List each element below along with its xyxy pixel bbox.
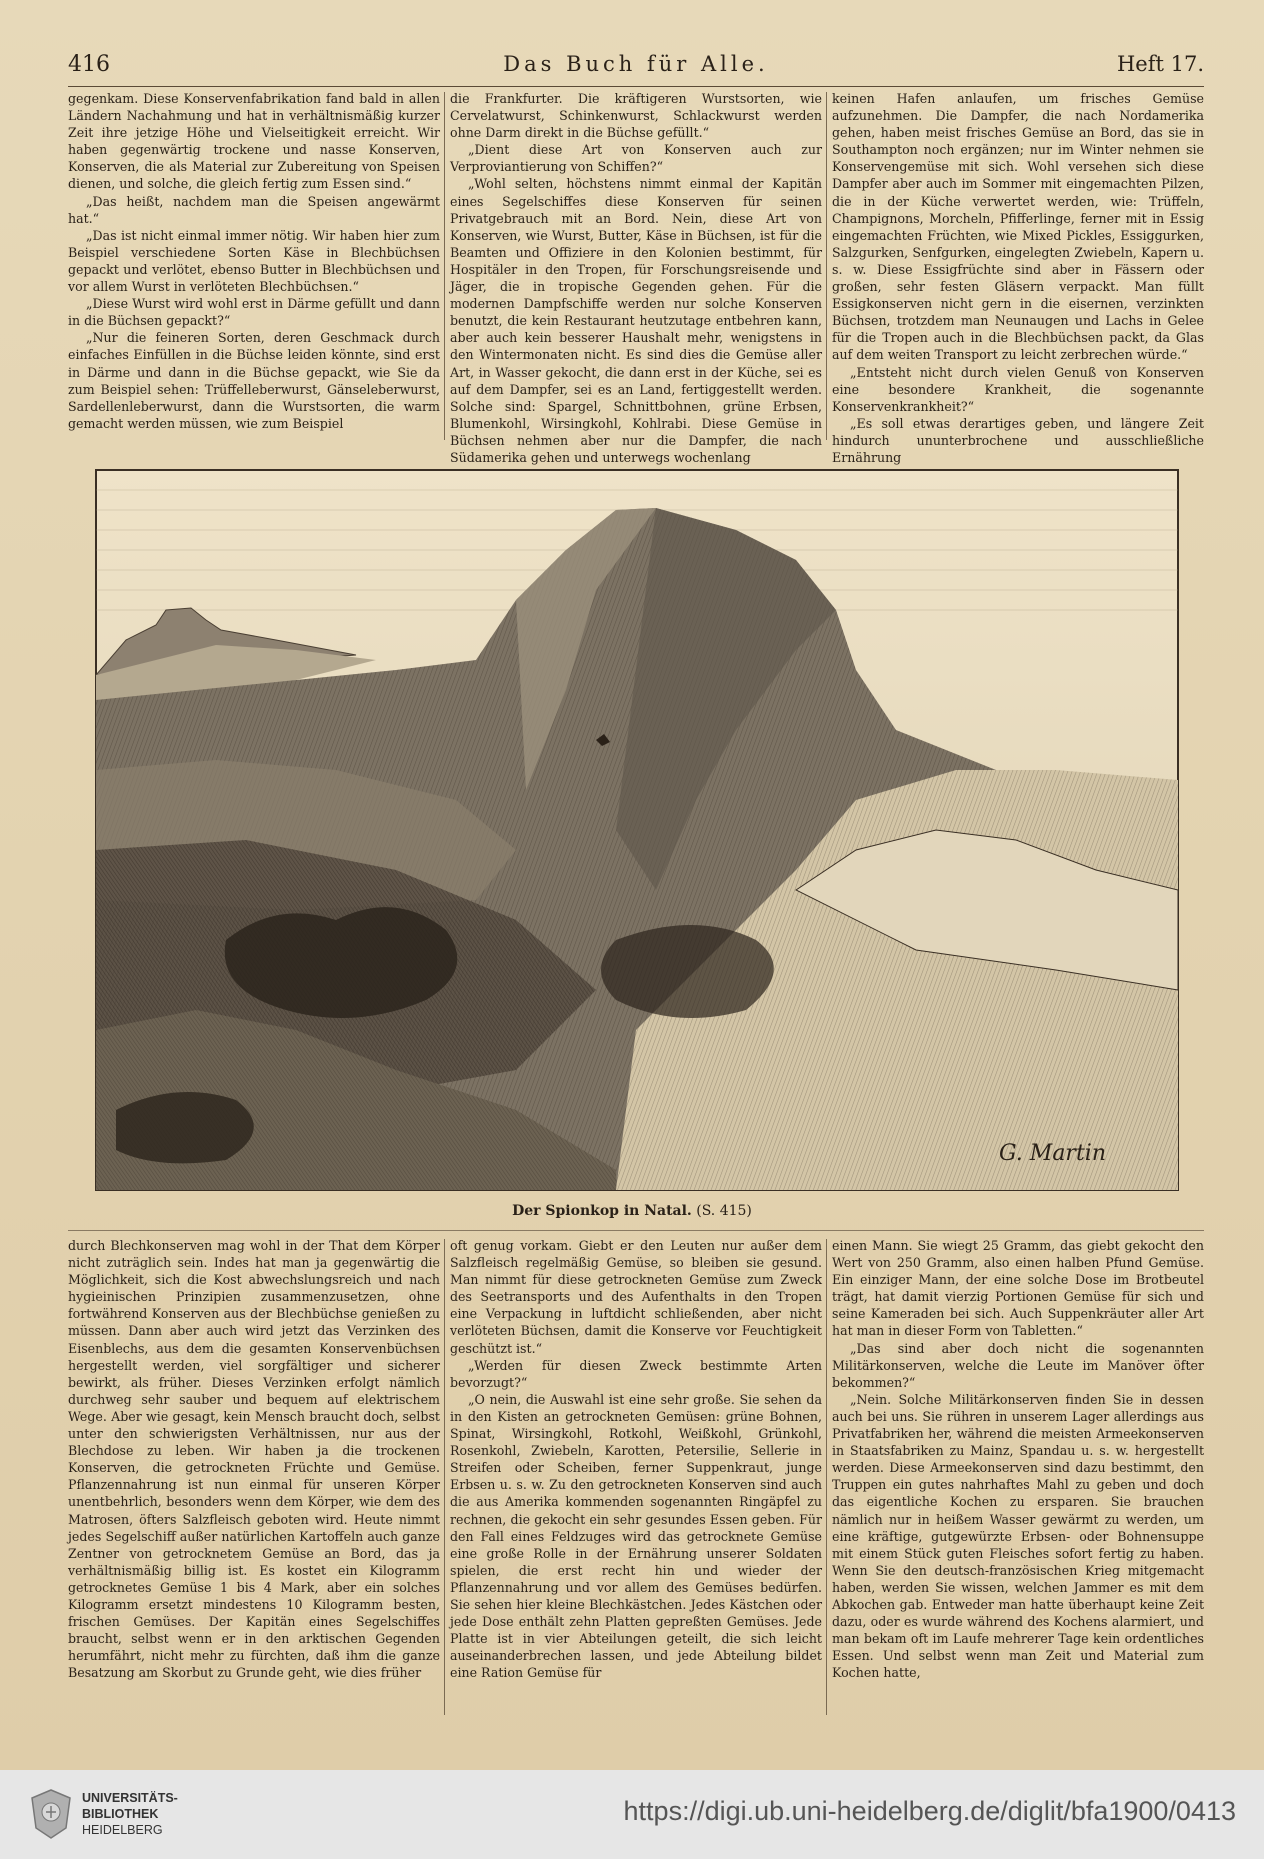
issue-number: Heft 17. (1116, 52, 1204, 76)
column-divider (822, 90, 832, 442)
permalink-url[interactable]: https://digi.ub.uni-heidelberg.de/diglit/bfa1900/0413 (623, 1796, 1236, 1826)
text-column-3 (832, 90, 1204, 465)
paragraph: „Nein. Solche Militärkonserven finden Sie in dessen auch bei uns. Sie rühren in unserem Lager allerdings aus Privatfabriken her, während die meisten Armeekonserven in Staatsfabriken zu Mainz, Spandau u. s. w. hergestellt werden. Diese Armeekonserven sind dazu bestimmt, den Truppen ein gutes nahrhaftes Mahl zu geben und doch das eigentliche Kochen zu ersparen. Sie brauchen nämlich nur in heißem Wasser gewärmt zu werden, um eine kräftige, gutgewürzte Erbsen- oder Bohnensuppe mit einem Stück guten Fleisches sofort fertig zu haben. Wenn Sie den deutsch-französischen Krieg mitgemacht haben, werden Sie wissen, welchen Jammer es mit dem Abkochen gab. Entweder man hatte überhaupt keine Zeit dazu, oder es wurde während des Kochens alarmiert, und man bekam oft im Laufe mehrerer Tage kein ordentliches Essen. Und selbst wenn man Zeit und Material zum Kochen hatte, (832, 1391, 1204, 1681)
paragraph: „Das heißt, nachdem man die Speisen angewärmt hat.“ (68, 193, 440, 226)
paragraph: „Werden für diesen Zweck bestimmte Arten bevorzugt?“ (450, 1357, 822, 1390)
caption-title: Der Spionkop in Natal. (512, 1203, 692, 1219)
paragraph: „Das ist nicht einmal immer nötig. Wir haben hier zum Beispiel verschiedene Sorten Käse in Blechbüchsen gepackt und verlötet, ebenso Butter in Blechbüchsen und vor allem Wurst in verlöteten Blechbüchsen.“ (68, 227, 440, 295)
paragraph: „O nein, die Auswahl ist eine sehr große. Sie sehen da in den Kisten an getrockneten Gemüsen: grüne Bohnen, Spinat, Wirsingkohl, Rotkohl, Weißkohl, Grünkohl, Rosenkohl, Zwiebeln, Karotten, Petersilie, Sellerie in Streifen oder Scheiben, ferner Suppenkraut, junge Erbsen u. s. w. Zu den getrockneten Konserven sind auch die aus Amerika kommenden sogenannten Ringäpfel zu rechnen, die gekocht ein sehr gesundes Essen geben. Für den Fall eines Feldzuges wird das getrocknete Gemüse eine große Rolle in der Ernährung unserer Soldaten spielen, die erst recht hin und wieder der Pflanzennahrung und vor allem des Gemüses bedürfen. Sie sehen hier kleine Blechkästchen. Jedes Kästchen oder jede Dose enthält zehn Platten gepreßten Gemüses. Jede Platte ist in vier Abteilungen geteilt, die sich leicht auseinanderbrechen lassen, und jede Abteilung bildet eine Ration Gemüse für (450, 1391, 822, 1681)
paragraph: durch Blechkonserven mag wohl in der That dem Körper nicht zuträglich sein. Indes hat man ja gegenwärtig die Möglichkeit, sich die Kost abwechslungsreich und nach hygieinischen Prinzipien zusammenzusetzen, ohne fortwährend Konserven aus der Blechbüchse genießen zu müssen. Dann aber auch wird jetzt das Verzinken des Eisenblechs, aus dem die gesamten Konservenbüchsen hergestellt werden, viel sorgfältiger und sicherer bewirkt, als früher. Dieses Verzinken erfolgt nämlich durchweg sehr sauber und bequem auf elektrischem Wege. Aber wie gesagt, kein Mensch braucht doch, selbst unter den schwierigsten Verhältnissen, nur aus der Blechdose zu leben. Wir haben ja die trockenen Konserven, die getrockneten Früchte und Gemüse. Pflanzennahrung ist nun einmal für unseren Körper unentbehrlich, besonders wenn dem Körper, wie dem des Matrosen, öfters Salzfleisch geboten wird. Heute nimmt jedes Segelschiff außer natürlichen Kartoffeln auch ganze Zentner von getrocknetem Gemüse an Bord, das ja verhältnismäßig billig ist. Es kostet ein Kilogramm getrocknetes Gemüse 1 bis 4 Mark, aber ein solches Kilogramm ersetzt mindestens 10 Kilogramm besten, frischen Gemüses. Der Kapitän eines Segelschiffes braucht, selbst wenn er in den arktischen Gegenden herumfährt, nicht mehr zu fürchten, daß ihm die ganze Besatzung am Skorbut zu Grunde geht, wie dies früher (68, 1238, 440, 1681)
paragraph: „Das sind aber doch nicht die sogenannten Militärkonserven, welche die Leute im Manöver öfter bekommen?“ (832, 1340, 1204, 1390)
text-column-1 (68, 90, 440, 442)
column-divider (440, 1237, 450, 1717)
text-column-2 (450, 90, 822, 465)
running-title: Das Buch für Alle. (503, 52, 769, 76)
paragraph: gegenkam. Diese Konservenfabrikation fand bald in allen Ländern Nachahmung und hat in verhältnismäßig kurzer Zeit ihre jetzige Höhe und Vielseitigkeit erreicht. Wir haben gegenwärtig trockene und nasse Konserven, Konserven, die als Material zur Zubereitung von Speisen dienen, und solche, die gleich fertig zum Essen sind.“ (68, 91, 440, 192)
mountain-landscape-engraving (96, 470, 1178, 1190)
artist-signature: G. Martin (999, 1141, 1106, 1166)
text-column-4 (68, 1237, 440, 1717)
page-number: 416 (68, 52, 110, 77)
top-text-columns (68, 90, 1204, 465)
caption-reference: (S. 415) (696, 1203, 752, 1219)
paragraph: die Frankfurter. Die kräftigeren Wurstsorten, wie Cervelatwurst, Schinkenwurst, Schlackwurst werden ohne Darm direkt in die Büchse gefüllt.“ (450, 91, 822, 141)
institution-line: UNIVERSITÄTS- (82, 1791, 178, 1805)
paragraph: „Entsteht nicht durch vielen Genuß von Konserven eine besondere Krankheit, die sogenannte Konservenkrankheit?“ (832, 364, 1204, 414)
engraving-illustration (96, 470, 1178, 1190)
page-header (68, 52, 1204, 84)
column-divider (822, 1237, 832, 1717)
paragraph: einen Mann. Sie wiegt 25 Gramm, das giebt gekocht den Wert von 250 Gramm, also einen halben Pfund Gemüse. Ein einziger Mann, der eine solche Dose im Brotbeutel trägt, hat damit vierzig Portionen Gemüse für sich und seine Kameraden bei sich. Auch Suppenkräuter aller Art hat man in dieser Form von Tabletten.“ (832, 1238, 1204, 1339)
university-seal-icon (30, 1788, 72, 1840)
text-column-6 (832, 1237, 1204, 1717)
institution-line: HEIDELBERG (82, 1823, 163, 1837)
institution-name (82, 1790, 178, 1838)
paragraph: oft genug vorkam. Giebt er den Leuten nur außer dem Salzfleisch regelmäßig Gemüse, so bleiben sie gesund. Man nimmt für diese getrockneten Gemüse zum Zweck des Seetransports und des Aufenthalts in den Tropen eine Verpackung in luftdicht schließenden, aber nicht verlöteten Büchsen, damit die Konserve vor Feuchtigkeit geschützt ist.“ (450, 1238, 822, 1356)
library-footer-bar (0, 1770, 1264, 1859)
paragraph: „Dient diese Art von Konserven auch zur Verproviantierung von Schiffen?“ (450, 142, 822, 175)
text-column-5 (450, 1237, 822, 1717)
paragraph: „Es soll etwas derartiges geben, und längere Zeit hindurch ununterbrochene und ausschließliche Ernährung (832, 415, 1204, 465)
caption-rule (68, 1230, 1204, 1231)
bottom-text-columns (68, 1237, 1204, 1717)
header-rule (68, 86, 1204, 87)
paragraph: „Diese Wurst wird wohl erst in Därme gefüllt und dann in die Büchsen gepackt?“ (68, 296, 440, 329)
column-divider (440, 90, 450, 442)
figure-caption (0, 1203, 1264, 1219)
paragraph: „Nur die feineren Sorten, deren Geschmack durch einfaches Einfüllen in die Büchse leiden könnte, sind erst in Därme und dann in die Büchse gepackt, wie Sie da zum Beispiel sehen: Trüffelleberwurst, Gänseleberwurst, Sardellenleberwurst, dann die Wurstsorten, die warm gemacht werden müssen, wie zum Beispiel (68, 330, 440, 431)
institution-line: BIBLIOTHEK (82, 1807, 159, 1821)
paragraph: keinen Hafen anlaufen, um frisches Gemüse aufzunehmen. Die Dampfer, die nach Nordamerika gehen, haben meist frisches Gemüse an Bord, das sie in Southampton noch ergänzen; nur im Winter nehmen sie Konservengemüse mit sich. Wohl versehen sich diese Dampfer aber auch im Sommer mit eingemachten Pilzen, die in der Küche verwertet werden, wie: Trüffeln, Champignons, Morcheln, Pfifferlinge, ferner mit in Essig eingemachten Früchten, wie Mixed Pickles, Essiggurken, Salzgurken, Senfgurken, eingelegten Zwiebeln, Kapern u. s. w. Diese Essigfrüchte sind aber in Fässern oder großen, sehr festen Gläsern verpackt. Man füllt Essigkonserven nicht gern in die eisernen, verzinkten Büchsen, trotzdem man Neunaugen und Lachs in Gelee für die Tropen auch in die Blechbüchsen packt, da Glas auf dem weiten Transport zu leicht zerbrechen würde.“ (832, 91, 1204, 363)
paragraph: „Wohl selten, höchstens nimmt einmal der Kapitän eines Segelschiffes diese Konserven für seinen Privatgebrauch mit an Bord. Nein, diese Art von Konserven, wie Wurst, Butter, Käse in Büchsen, ist für die Beamten und Offiziere in den Kolonien bestimmt, für Hospitäler in den Tropen, für Forschungsreisende und Jäger, die in tropische Gegenden gehen. Für die modernen Dampfschiffe werden nur solche Konserven benutzt, die kein Restaurant heutzutage entbehren kann, aber auch kein besserer Haushalt mehr, wenigstens in den Wintermonaten nicht. Es sind dies die Gemüse aller Art, in Wasser gekocht, die dann erst in der Küche, sei es auf dem Dampfer, sei es an Land, fertiggestellt werden. Solche sind: Spargel, Schnittbohnen, grüne Erbsen, Blumenkohl, Wirsingkohl, Kohlrabi. Diese Gemüse in Büchsen nehmen aber nur die Dampfer, die nach Südamerika gehen und unterwegs wochenlang (450, 176, 822, 465)
